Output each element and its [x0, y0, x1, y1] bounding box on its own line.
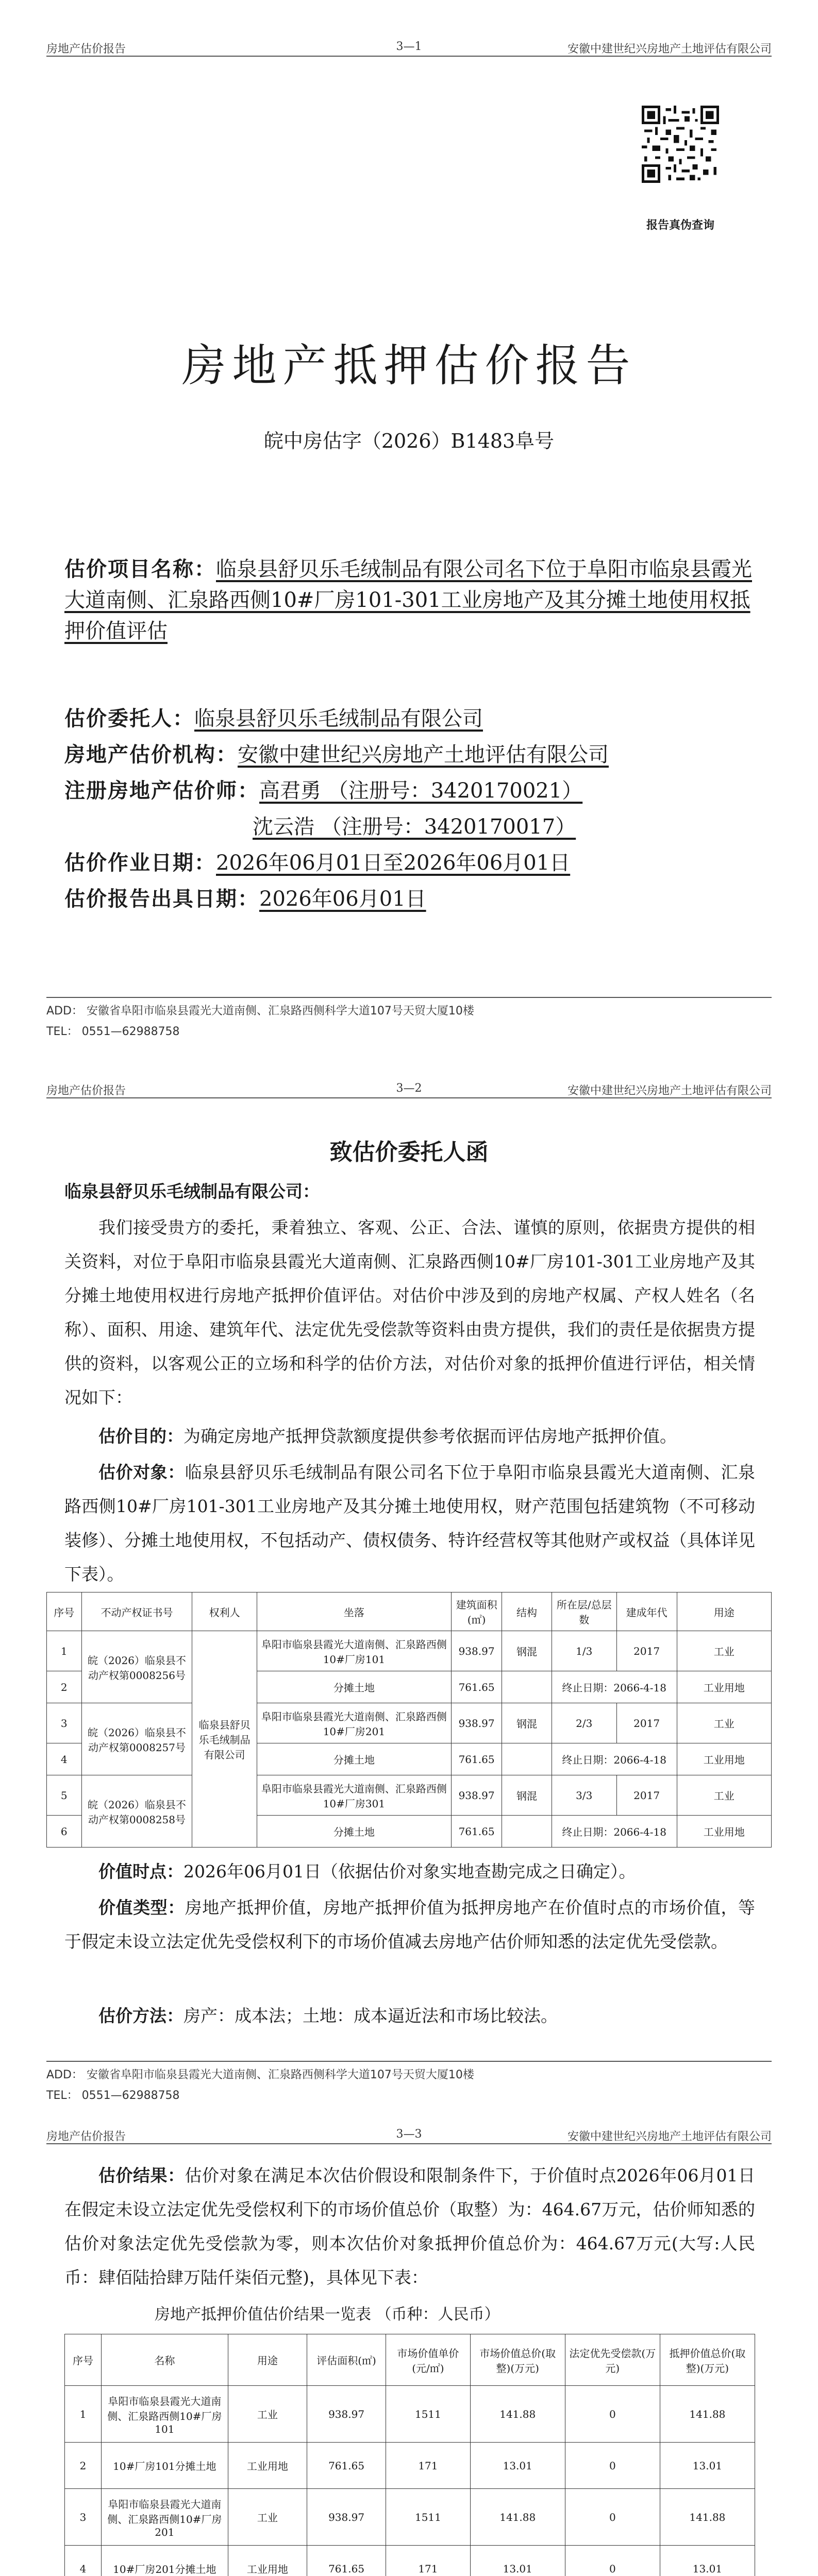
cell: 工业 [228, 2489, 307, 2546]
table-row [47, 1775, 772, 1816]
cell: 临泉县舒贝乐毛绒制品有限公司 [192, 1631, 257, 1848]
field-work-date [64, 848, 570, 878]
cell: 分摊土地 [257, 1671, 451, 1703]
table-header-cell: 所在层/总层数 [552, 1592, 616, 1631]
cell: 4 [65, 2546, 102, 2576]
text: 为确定房地产抵押贷款额度提供参考依据而评估房地产抵押价值。 [183, 1426, 677, 1446]
letter-addressee: 临泉县舒贝乐毛绒制品有限公司： [64, 1181, 320, 1201]
text: 临泉县舒贝乐毛绒制品有限公司名下位于阜阳市临泉县霞光大道南侧、汇泉路西侧10#厂房101-301工业房地产及其分摊土地使用权，财产范围包括建筑物（不可移动装修）、分摊土地使用权，不包括动产、债权债务、特许经营权等其他财产或权益（具体详见下表）。 [64, 1462, 756, 1584]
cell: 皖（2026）临泉县不动产权第0008257号 [81, 1703, 192, 1775]
footer-tel: TEL： 0551—62988758 [46, 1025, 180, 1038]
header-right: 安徽中建世纪兴房地产土地评估有限公司 [567, 43, 772, 56]
table-row [65, 2443, 755, 2489]
table-header-cell: 结构 [502, 1592, 552, 1631]
cell: 938.97 [307, 2489, 386, 2546]
valuation-result [64, 2159, 755, 2295]
label: 估价目的： [98, 1426, 183, 1446]
label: 价值类型： [98, 1897, 185, 1918]
table-header-cell: 建成年代 [616, 1592, 677, 1631]
table-header-cell: 市场价值总价(取整)(万元) [470, 2334, 565, 2386]
cell [502, 1816, 552, 1848]
field-label: 估价报告出具日期： [64, 887, 259, 911]
cell: 1511 [386, 2489, 471, 2546]
letter-title: 致估价委托人函 [329, 1139, 489, 1165]
cell: 工业 [677, 1631, 771, 1671]
field-value: 2026年06月01日至2026年06月01日 [216, 851, 571, 875]
label: 估价结果： [98, 2165, 185, 2185]
cell: 13.01 [470, 2443, 565, 2489]
page-header [46, 1082, 772, 1098]
field-label: 估价项目名称： [64, 557, 216, 581]
letter-paragraph-1: 我们接受贵方的委托，秉着独立、客观、公正、合法、谨慎的原则，依据贵方提供的相关资料，对位于阜阳市临泉县霞光大道南侧、汇泉路西侧10#厂房101-301工业房地产及其分摊土地使用权进行房地产抵押价值评估。对估价中涉及到的房地产权属、产权人姓名（名称）、面积、用途、建筑年代、法定优先受偿款等资料由贵方提供，我们的责任是依据贵方提供的资料，以客观公正的立场和科学的估价方法，对估价对象的抵押价值进行评估，相关情况如下： [64, 1217, 755, 1408]
cell: 分摊土地 [257, 1743, 451, 1775]
table-row [65, 2489, 755, 2546]
letter-value-date [64, 1855, 755, 1889]
field-issue-date [64, 884, 426, 914]
cell: 1511 [386, 2386, 471, 2443]
table-header-cell: 序号 [47, 1592, 82, 1631]
cell: 工业 [677, 1775, 771, 1816]
table-header-cell: 不动产权证书号 [81, 1592, 192, 1631]
cell: 4 [47, 1743, 82, 1775]
cell: 938.97 [307, 2386, 386, 2443]
table-row [47, 1703, 772, 1743]
cell: 938.97 [451, 1703, 502, 1743]
cell: 2 [65, 2443, 102, 2489]
cell: 761.65 [307, 2443, 386, 2489]
cell: 13.01 [660, 2546, 755, 2576]
cell [502, 1671, 552, 1703]
qr-code-icon[interactable] [642, 106, 719, 183]
cell: 141.88 [660, 2386, 755, 2443]
table-header-cell: 评估面积(㎡) [307, 2334, 386, 2386]
field-value: 临泉县舒贝乐毛绒制品有限公司名下位于阜阳市临泉县霞光大道南侧、汇泉路西侧10#厂房101-301工业房地产及其分摊土地使用权抵押价值评估 [64, 557, 752, 643]
text: 房地产抵押价值，房地产抵押价值为抵押房地产在价值时点的市场价值，等于假定未设立法定优先受偿权利下的市场价值减去房地产估价师知悉的法定优先受偿款。 [64, 1897, 756, 1952]
cell: 阜阳市临泉县霞光大道南侧、汇泉路西侧10#厂房101 [101, 2386, 228, 2443]
text: 房产：成本法；土地：成本逼近法和市场比较法。 [183, 2006, 558, 2026]
table-header-cell: 市场价值单价(元/㎡) [386, 2334, 471, 2386]
qr-caption: 报告真伪查询 [646, 219, 714, 232]
letter-object [64, 1455, 755, 1591]
cell: 2017 [616, 1703, 677, 1743]
property-table [46, 1592, 772, 1848]
table-header-cell: 抵押价值总价(取整)(万元) [660, 2334, 755, 2386]
letter-value-type [64, 1891, 755, 1959]
field-value: 2026年06月01日 [259, 887, 426, 911]
cell: 工业用地 [677, 1743, 771, 1775]
letter-purpose [64, 1419, 755, 1453]
cell: 工业用地 [228, 2443, 307, 2489]
report-number: 皖中房估字（2026）B1483阜号 [263, 430, 555, 452]
field-value: 沈云浩 （注册号：3420170017） [253, 815, 576, 839]
field-label: 估价作业日期： [64, 851, 216, 875]
table-header-row [65, 2334, 755, 2386]
cell: 13.01 [470, 2546, 565, 2576]
page-header [46, 2128, 772, 2144]
label: 价值时点： [98, 1861, 183, 1882]
page-header [46, 40, 772, 57]
cell: 0 [565, 2443, 660, 2489]
table-header-cell: 用途 [677, 1592, 771, 1631]
field-appraiser-2 [253, 811, 576, 842]
cell: 阜阳市临泉县霞光大道南侧、汇泉路西侧10#厂房201 [101, 2489, 228, 2546]
header-page-number: 3—1 [396, 40, 422, 53]
field-client [64, 703, 483, 734]
cell: 皖（2026）临泉县不动产权第0008256号 [81, 1631, 192, 1703]
cell: 6 [47, 1816, 82, 1848]
table-header-cell: 权利人 [192, 1592, 257, 1631]
header-page-number: 3—3 [396, 2128, 422, 2141]
field-value: 安徽中建世纪兴房地产土地评估有限公司 [238, 743, 609, 767]
text: 估价对象在满足本次估价假设和限制条件下，于价值时点2026年06月01日在假定未设立法定优先受偿权利下的市场价值总价（取整）为：464.67万元，估价师知悉的估价对象法定优先受偿款为零，则本次估价对象抵押价值总价为：464.67万元(大写:人民币：肆佰陆拾肆万陆仟柒佰元整)，具体见下表： [64, 2165, 756, 2287]
cell: 0 [565, 2546, 660, 2576]
cell: 钢混 [502, 1775, 552, 1816]
cell: 761.65 [451, 1671, 502, 1703]
header-right: 安徽中建世纪兴房地产土地评估有限公司 [567, 2130, 772, 2143]
cell: 3/3 [552, 1775, 616, 1816]
cell: 141.88 [470, 2489, 565, 2546]
cell: 141.88 [470, 2386, 565, 2443]
table-header-cell: 法定优先受偿款(万元) [565, 2334, 660, 2386]
label: 估价方法： [98, 2006, 183, 2026]
cell: 761.65 [451, 1816, 502, 1848]
cell: 10#厂房201分摊土地 [101, 2546, 228, 2576]
cell: 皖（2026）临泉县不动产权第0008258号 [81, 1775, 192, 1848]
cell: 工业用地 [677, 1816, 771, 1848]
page-footer [46, 997, 772, 1042]
field-value: 高君勇 （注册号：3420170021） [259, 779, 583, 803]
page-cover [0, 0, 818, 1072]
cell: 938.97 [451, 1775, 502, 1816]
cell: 2017 [616, 1631, 677, 1671]
header-left: 房地产估价报告 [46, 1084, 126, 1097]
cell: 1/3 [552, 1631, 616, 1671]
cell: 工业用地 [677, 1671, 771, 1703]
page-footer [46, 2061, 772, 2106]
report-title: 房地产抵押估价报告 [181, 340, 637, 392]
cell: 171 [386, 2443, 471, 2489]
field-label: 房地产估价机构： [64, 742, 238, 767]
header-left: 房地产估价报告 [46, 43, 126, 56]
footer-tel: TEL： 0551—62988758 [46, 2089, 180, 2102]
cell [502, 1743, 552, 1775]
header-page-number: 3—2 [396, 1082, 422, 1095]
cell: 171 [386, 2546, 471, 2576]
table-header-cell: 坐落 [257, 1592, 451, 1631]
label: 估价对象： [98, 1462, 185, 1482]
cell: 终止日期：2066-4-18 [552, 1816, 677, 1848]
cell: 1 [47, 1631, 82, 1671]
result-table-title: 房地产抵押价值估价结果一览表 （币种：人民币） [155, 2306, 500, 2324]
field-appraiser-1 [64, 775, 582, 806]
letter-method [64, 1999, 755, 2033]
cell: 2017 [616, 1775, 677, 1816]
field-agency [64, 739, 609, 770]
cell: 工业用地 [228, 2546, 307, 2576]
table-header-cell: 名称 [101, 2334, 228, 2386]
table-header-cell: 用途 [228, 2334, 307, 2386]
cell: 钢混 [502, 1703, 552, 1743]
cell: 938.97 [451, 1631, 502, 1671]
cell: 0 [565, 2386, 660, 2443]
cell: 761.65 [307, 2546, 386, 2576]
table-row [65, 2386, 755, 2443]
field-label: 注册房地产估价师： [64, 778, 259, 803]
cell: 141.88 [660, 2489, 755, 2546]
cell: 终止日期：2066-4-18 [552, 1743, 677, 1775]
field-project-name [64, 554, 755, 647]
header-right: 安徽中建世纪兴房地产土地评估有限公司 [567, 1084, 772, 1097]
cell: 工业 [228, 2386, 307, 2443]
cell: 2/3 [552, 1703, 616, 1743]
footer-address: ADD： 安徽省阜阳市临泉县霞光大道南侧、汇泉路西侧科学大道107号天贸大厦10楼 [46, 2069, 474, 2081]
cell: 3 [65, 2489, 102, 2546]
cell: 0 [565, 2489, 660, 2546]
cell: 3 [47, 1703, 82, 1743]
cell: 761.65 [451, 1743, 502, 1775]
cell: 5 [47, 1775, 82, 1816]
result-table [64, 2334, 755, 2576]
text: 2026年06月01日（依据估价对象实地查勘完成之日确定）。 [183, 1861, 636, 1882]
cell: 钢混 [502, 1631, 552, 1671]
cell: 阜阳市临泉县霞光大道南侧、汇泉路西侧10#厂房101 [257, 1631, 451, 1671]
footer-address: ADD： 安徽省阜阳市临泉县霞光大道南侧、汇泉路西侧科学大道107号天贸大厦10楼 [46, 1005, 474, 1018]
table-header-row [47, 1592, 772, 1631]
table-header-cell: 建筑面积(㎡) [451, 1592, 502, 1631]
header-left: 房地产估价报告 [46, 2130, 126, 2143]
cell: 终止日期：2066-4-18 [552, 1671, 677, 1703]
cell: 工业 [677, 1703, 771, 1743]
table-row [47, 1631, 772, 1671]
field-label: 估价委托人： [64, 706, 194, 731]
cell: 10#厂房101分摊土地 [101, 2443, 228, 2489]
table-row [65, 2546, 755, 2576]
cell: 分摊土地 [257, 1816, 451, 1848]
cell: 阜阳市临泉县霞光大道南侧、汇泉路西侧10#厂房201 [257, 1703, 451, 1743]
field-value: 临泉县舒贝乐毛绒制品有限公司 [194, 707, 483, 731]
cell: 阜阳市临泉县霞光大道南侧、汇泉路西侧10#厂房301 [257, 1775, 451, 1816]
cell: 13.01 [660, 2443, 755, 2489]
cell: 1 [65, 2386, 102, 2443]
cell: 2 [47, 1671, 82, 1703]
table-header-cell: 序号 [65, 2334, 102, 2386]
